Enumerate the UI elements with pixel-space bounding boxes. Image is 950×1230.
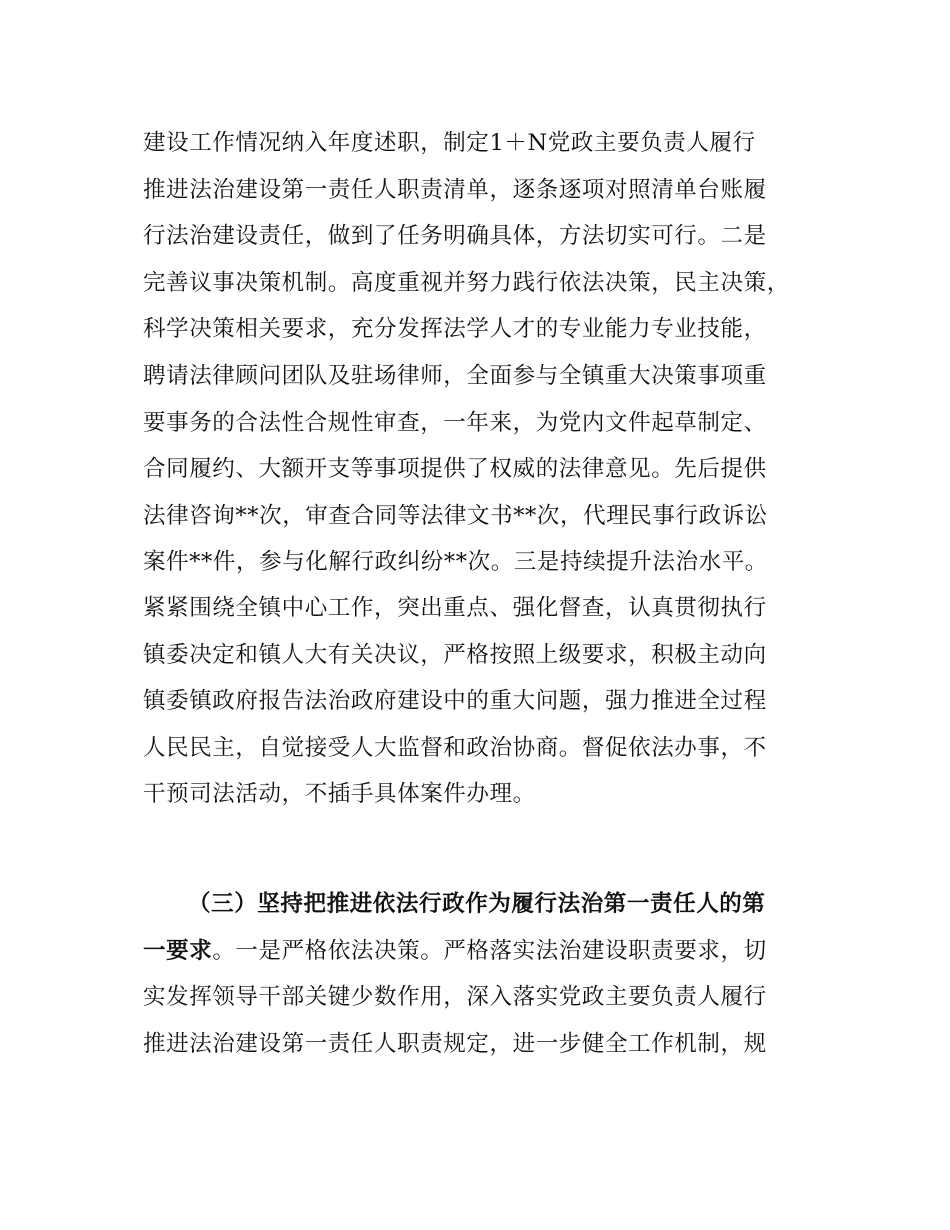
text-line: 完善议事决策机制。高度重视并努力践行依法决策，民主决策， xyxy=(143,270,790,296)
text-segment: 。一是严格依法决策。严格落实法治建设职责要求，切 xyxy=(212,938,767,964)
text-line: 实发挥领导干部关键少数作用，深入落实党政主要负责人履行 xyxy=(143,984,767,1010)
text-line: 推进法治建设第一责任人职责清单，逐条逐项对照清单台账履 xyxy=(143,177,767,203)
section-heading-end: 一要求 xyxy=(143,938,213,964)
section-heading: （三）坚持把推进依法行政作为履行法治第一责任人的第 xyxy=(188,891,766,917)
text-line: 要事务的合法性合规性审查，一年来，为党内文件起草制定、 xyxy=(143,410,767,436)
text-line: 合同履约、大额开支等事项提供了权威的法律意见。先后提供 xyxy=(143,456,767,482)
text-line: 镇委决定和镇人大有关决议，严格按照上级要求，积极主动向 xyxy=(143,642,767,668)
text-line: 紧紧围绕全镇中心工作，突出重点、强化督查，认真贯彻执行 xyxy=(143,595,767,621)
text-line: 干预司法活动，不插手具体案件办理。 xyxy=(143,781,536,807)
text-line: 行法治建设责任，做到了任务明确具体，方法切实可行。二是 xyxy=(143,223,767,249)
text-line: 科学决策相关要求，充分发挥法学人才的专业能力专业技能， xyxy=(143,316,767,342)
text-line: 案件**件，参与化解行政纠纷**次。三是持续提升法治水平。 xyxy=(143,549,768,575)
text-line: 推进法治建设第一责任人职责规定，进一步健全工作机制，规 xyxy=(143,1031,767,1057)
text-line: 建设工作情况纳入年度述职，制定1＋N党政主要负责人履行 xyxy=(143,130,756,156)
text-line xyxy=(143,928,823,974)
text-line: 人民民主，自觉接受人大监督和政治协商。督促依法办事，不 xyxy=(143,735,767,761)
text-line: 镇委镇政府报告法治政府建设中的重大问题，强力推进全过程 xyxy=(143,688,767,714)
text-line: 聘请法律顾问团队及驻场律师，全面参与全镇重大决策事项重 xyxy=(143,363,767,389)
text-line: 法律咨询**次，审查合同等法律文书**次，代理民事行政诉讼 xyxy=(143,503,768,529)
